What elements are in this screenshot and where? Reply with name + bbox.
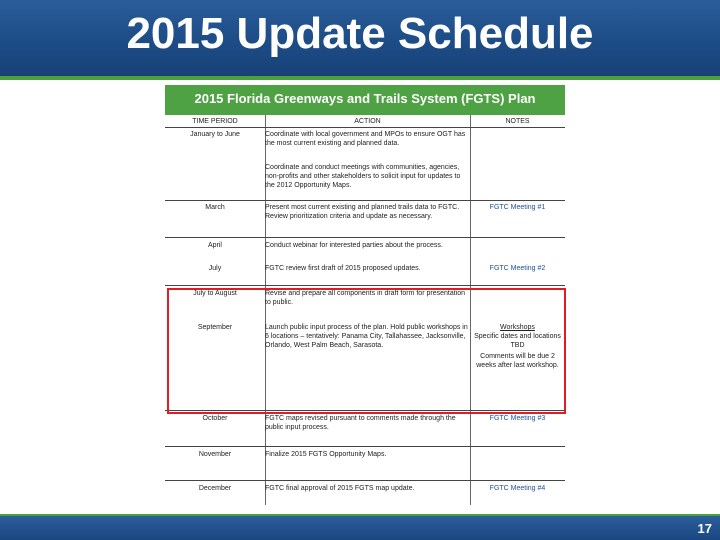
row-action: Conduct webinar for interested parties about the process.	[265, 242, 443, 249]
row-divider	[165, 237, 565, 238]
highlight-box	[167, 288, 566, 414]
row-period: September	[197, 324, 233, 331]
row-divider	[165, 200, 565, 201]
row-period: April	[207, 242, 222, 249]
row-period: July	[208, 265, 222, 272]
row-note: FGTC Meeting #1	[489, 204, 546, 211]
row-divider	[165, 285, 565, 286]
header-time-period: TIME PERIOD	[192, 118, 238, 125]
document-title: 2015 Florida Greenways and Trails System (FGTS) Plan	[165, 85, 565, 115]
row-period: November	[198, 451, 232, 458]
row-action: Coordinate with local government and MPOs to ensure OGT has the most current existing and planned data.	[265, 131, 466, 147]
row-period: December	[198, 485, 232, 492]
row-action: Finalize 2015 FGTS Opportunity Maps.	[265, 451, 387, 458]
row-period: October	[202, 415, 228, 422]
row-note: FGTC Meeting #3	[489, 415, 546, 422]
row-action: FGTC final approval of 2015 FGTS map update.	[265, 485, 415, 492]
row-divider	[165, 127, 565, 128]
row-action: FGTC review first draft of 2015 proposed updates.	[265, 265, 421, 272]
header-notes: NOTES	[505, 118, 530, 125]
row-note: FGTC Meeting #2	[489, 265, 546, 272]
row-period: March	[205, 204, 225, 211]
row-action: Revise and prepare all components in draft form for presentation to public.	[265, 290, 465, 306]
row-period: January to June	[190, 131, 240, 138]
row-note-heading: Workshops	[500, 324, 535, 331]
row-action: Coordinate and conduct meetings with communities, agencies, non-profits and other stakeholders to solicit input for updates to the 2012 Opportunity Maps.	[265, 164, 461, 189]
row-note: FGTC Meeting #4	[489, 485, 546, 492]
row-period: July to August	[193, 290, 237, 297]
row-divider	[165, 480, 565, 481]
header-action: ACTION	[354, 118, 381, 125]
header-accent-rule	[0, 76, 720, 80]
page-number: 17	[697, 521, 712, 536]
row-note-detail: Specific dates and locations TBD	[474, 333, 561, 349]
row-action: FGTC maps revised pursuant to comments made through the public input process.	[265, 415, 456, 431]
slide-title: 2015 Update Schedule	[126, 9, 594, 58]
slide-footer	[0, 514, 720, 540]
row-note-detail: Comments will be due 2 weeks after last workshop.	[476, 353, 559, 369]
row-divider	[165, 446, 565, 447]
row-action: Launch public input process of the plan. Hold public workshops in 6 locations – tentatively: Panama City, Tallahassee, Jacksonville, Orlando, West Palm Beach, Sarasota.	[265, 324, 468, 349]
row-action: Present most current existing and planned trails data to FGTC. Review prioritization criteria and update as necessary.	[265, 204, 460, 220]
